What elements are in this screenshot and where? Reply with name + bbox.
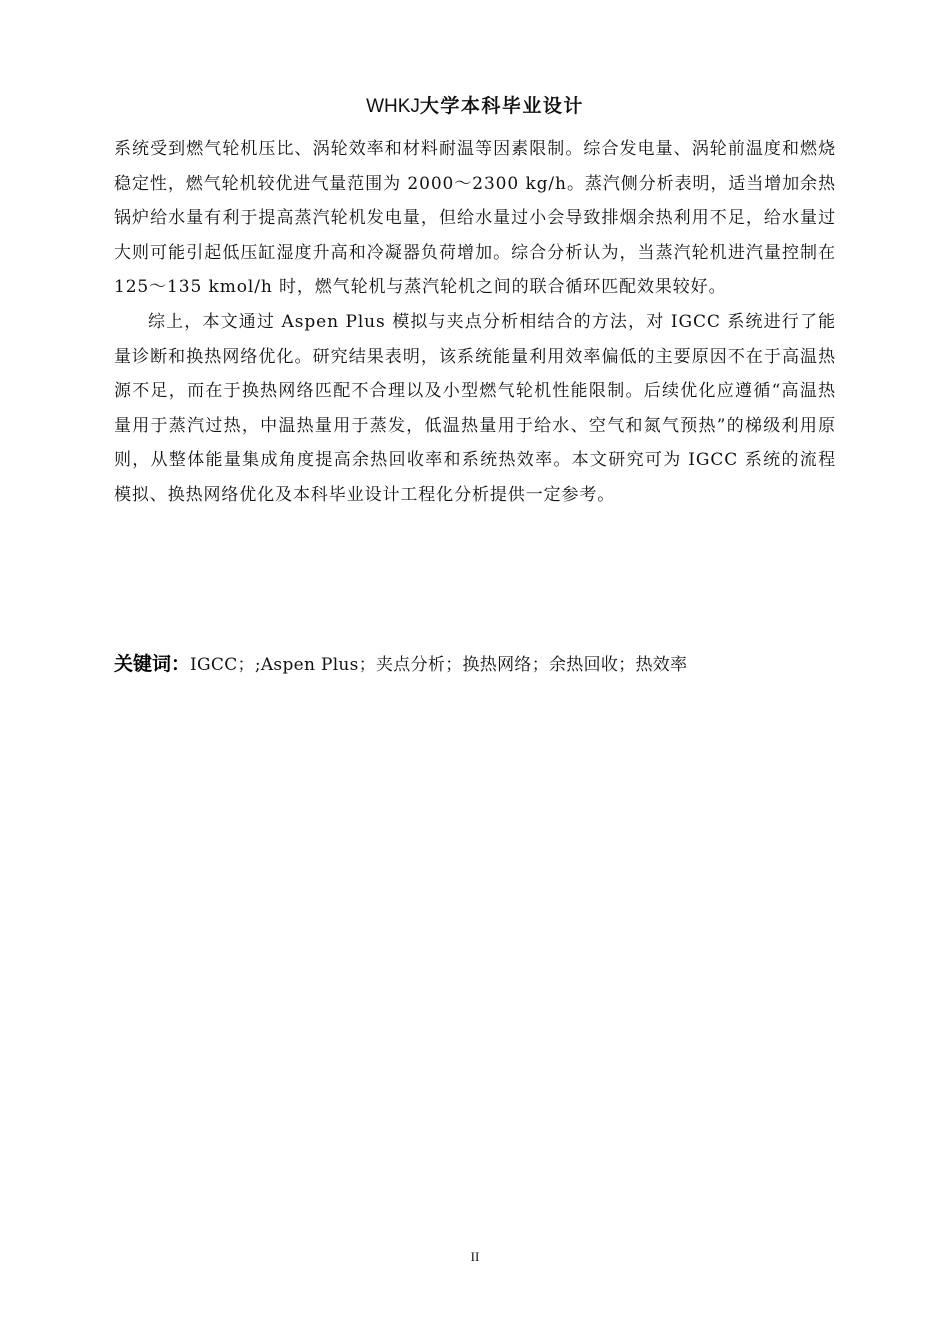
keywords-value: IGCC；;Aspen Plus；夹点分析；换热网络；余热回收；热效率 [190, 655, 688, 675]
keywords-label: 关键词： [114, 653, 191, 675]
keywords-line [114, 650, 836, 679]
paragraph-1: 系统受到燃气轮机压比、涡轮效率和材料耐温等因素限制。综合发电量、涡轮前温度和燃烧稳定性，燃气轮机较优进气量范围为 2000～2300 kg/h。蒸汽侧分析表明，适当增加余热锅炉给水量有利于提高蒸汽轮机发电量，但给水量过小会导致排烟余热利用不足，给水量过大则可能引起低压缸湿度升高和冷凝器负荷增加。综合分析认为，当蒸汽轮机进汽量控制在 125～135 kmol/h 时，燃气轮机与蒸汽轮机之间的联合循环匹配效果较好。 [114, 139, 836, 298]
page-number: II [470, 1249, 480, 1264]
paragraph-2: 综上，本文通过 Aspen Plus 模拟与夹点分析相结合的方法，对 IGCC 系统进行了能量诊断和换热网络优化。研究结果表明，该系统能量利用效率偏低的主要原因不在于高温热源不足，而在于换热网络匹配不合理以及小型燃气轮机性能限制。后续优化应遵循“高温热量用于蒸汽过热，中温热量用于蒸发，低温热量用于给水、空气和氮气预热”的梯级利用原则，从整体能量集成角度提高余热回收率和系统热效率。本文研究可为 IGCC 系统的流程模拟、换热网络优化及本科毕业设计工程化分析提供一定参考。 [114, 311, 836, 505]
page-header [0, 92, 950, 121]
body-text [114, 132, 836, 513]
header-title: 大学本科毕业设计 [419, 95, 584, 117]
header-school-name: WHKJ [366, 96, 420, 117]
